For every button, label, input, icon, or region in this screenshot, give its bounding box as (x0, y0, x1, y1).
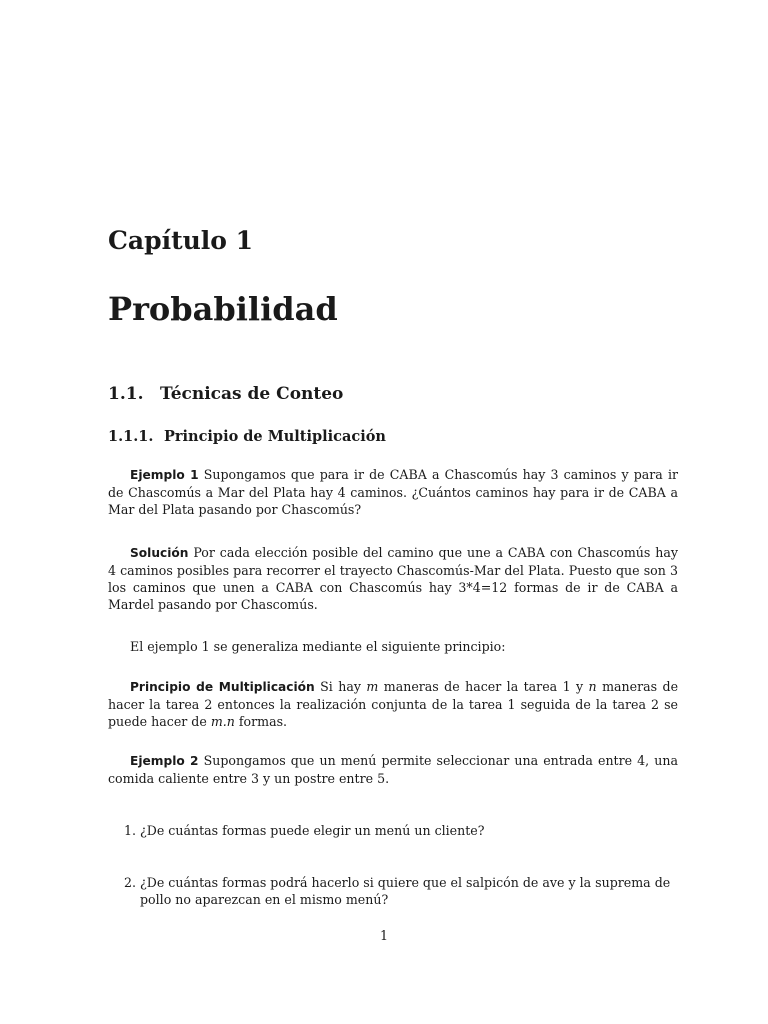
chapter-title: Probabilidad (108, 290, 338, 328)
list-item (124, 822, 678, 839)
subsection-title: Principio de Multiplicación (164, 428, 386, 445)
principle-text-c: maneras de hacer la tarea 2 entonces la realización conjunta de la tarea 1 seguida de la tarea 2 se puede hacer de (108, 679, 679, 729)
chapter-label: Capítulo 1 (108, 226, 254, 255)
list-item-text: ¿De cuántas formas podrá hacerlo si quiere que el salpicón de ave y la suprema de pollo no aparezcan en el mismo menú? (140, 875, 671, 907)
list-marker: 2. (124, 875, 137, 890)
list-item-text: ¿De cuántas formas puede elegir un menú un cliente? (140, 823, 485, 838)
list-item (124, 874, 678, 908)
page-number: 1 (379, 928, 388, 943)
example-2-text: Supongamos que un menú permite seleccionar una entrada entre 4, una comida caliente entre 3 y un postre entre 5. (108, 753, 678, 786)
section-number: 1.1. (108, 384, 144, 404)
list-marker: 1. (124, 823, 137, 838)
principle-text-b: maneras de hacer la tarea 1 y (378, 679, 589, 694)
solution-text: Por cada elección posible del camino que une a CABA con Chascomús hay 4 caminos posibles para recorrer el trayecto Chascomús-Mar del Plata. Puesto que son 3 los caminos que unen a CABA con Chascomús hay 3*4=12 formas de ir de CABA a Mardel pasando por Chascomús. (108, 545, 678, 612)
solution-paragraph (108, 544, 678, 613)
section-heading (108, 384, 343, 404)
variable-mn: m.n (210, 714, 235, 729)
example-1-paragraph (108, 466, 678, 518)
section-title: Técnicas de Conteo (160, 384, 344, 404)
example-2-paragraph (108, 752, 678, 787)
principle-text-a: Si hay (314, 679, 367, 694)
variable-m: m (366, 679, 379, 694)
principle-paragraph (108, 678, 678, 730)
example-1-text: Supongamos que para ir de CABA a Chascomús hay 3 caminos y para ir de Chascomús a Mar del Plata hay 4 caminos. ¿Cuántos caminos hay para ir de CABA a Mar del Plata pasando por Chascomús? (108, 467, 678, 517)
variable-n: n (588, 679, 597, 694)
example-2-label: Ejemplo 2 (130, 754, 199, 768)
generalization-text: El ejemplo 1 se generaliza mediante el siguiente principio: (130, 639, 506, 654)
subsection-heading (108, 428, 386, 445)
subsection-number: 1.1.1. (108, 428, 154, 445)
solution-label: Solución (130, 546, 189, 560)
example-1-label: Ejemplo 1 (130, 468, 199, 482)
principle-text-d: formas. (234, 714, 288, 729)
generalization-paragraph (108, 638, 678, 655)
principle-label: Principio de Multiplicación (130, 680, 315, 694)
